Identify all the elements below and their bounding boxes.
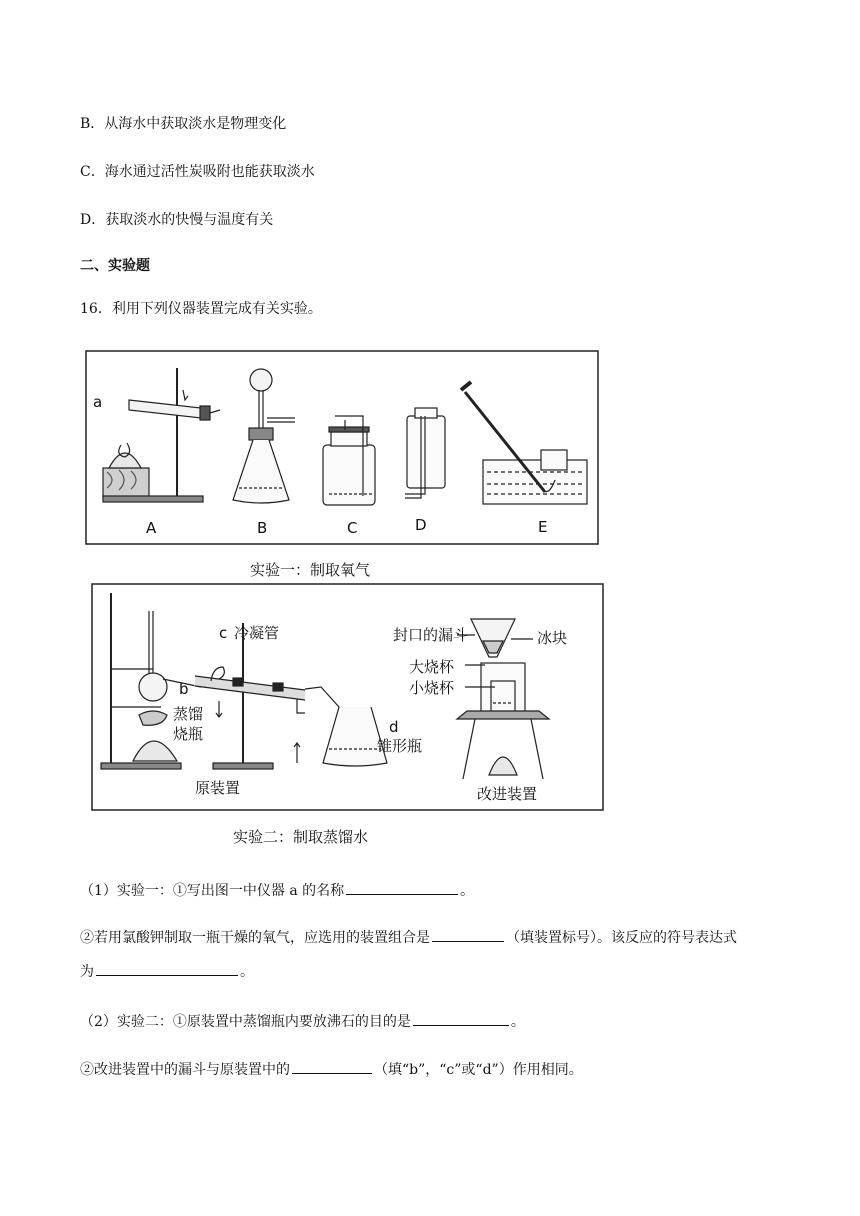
figure-experiment-2 [91,583,605,813]
label-sealed-funnel: 封口的漏斗 [393,626,469,644]
label-improved-apparatus: 改进装置 [477,785,538,803]
section-heading: 二、实验题 [80,258,150,274]
answer-blank-3[interactable] [96,961,238,976]
label-a: a [93,393,103,411]
q2-part2-end: （填“b”，“c”或“d”）作用相同。 [374,1062,583,1078]
label-distilling-flask-2: 烧瓶 [173,725,204,743]
answer-blank-2[interactable] [432,927,504,942]
q2-part2 [80,1059,583,1079]
label-A: A [146,519,157,537]
answer-blank-1[interactable] [346,880,458,895]
option-c: C．海水通过活性炭吸附也能获取淡水 [80,164,315,180]
label-ice: 冰块 [537,629,568,647]
figure2-caption: 实验二：制取蒸馏水 [233,828,369,846]
answer-blank-5[interactable] [292,1059,372,1074]
q2-part1-text: （2）实验二：①原装置中蒸馏瓶内要放沸石的目的是 [80,1014,411,1030]
label-E: E [538,518,548,536]
figure1-caption: 实验一：制取氧气 [250,561,371,579]
q1-part2-end: （填装置标号）。该反应的符号表达式 [506,930,737,946]
label-B: B [257,519,268,537]
label-c: c [219,624,228,642]
label-big-beaker: 大烧杯 [409,658,455,676]
option-b: B．从海水中获取淡水是物理变化 [80,116,287,132]
q1-part3-end: 。 [240,964,254,980]
question-16: 16．利用下列仪器装置完成有关实验。 [80,301,322,317]
label-original-apparatus: 原装置 [195,779,241,797]
q1-part3-text: 为 [80,964,94,980]
q1-part3 [80,961,254,981]
apparatus-d [405,408,445,498]
q2-part2-text: ②改进装置中的漏斗与原装置中的 [80,1062,290,1078]
label-D: D [415,516,427,534]
q1-part1 [80,880,474,900]
figure-experiment-1 [85,350,600,546]
q1-part2-text: ②若用氯酸钾制取一瓶干燥的氧气，应选用的装置组合是 [80,930,430,946]
label-distilling-flask-1: 蒸馏 [173,705,204,723]
label-condenser: 冷凝管 [234,624,280,642]
label-b: b [179,680,189,698]
apparatus-c [323,416,375,505]
label-d: d [389,718,399,736]
label-erlenmeyer: 锥形瓶 [377,737,423,755]
q1-part2 [80,927,737,947]
label-small-beaker: 小烧杯 [409,679,455,697]
option-d: D．获取淡水的快慢与温度有关 [80,212,274,228]
answer-blank-4[interactable] [413,1011,509,1026]
q1-part1-text: （1）实验一：①写出图一中仪器 a 的名称 [80,883,345,899]
label-C: C [347,519,358,537]
q1-part1-end: 。 [460,883,475,899]
q2-part1 [80,1011,525,1031]
q2-part1-end: 。 [510,1014,525,1030]
